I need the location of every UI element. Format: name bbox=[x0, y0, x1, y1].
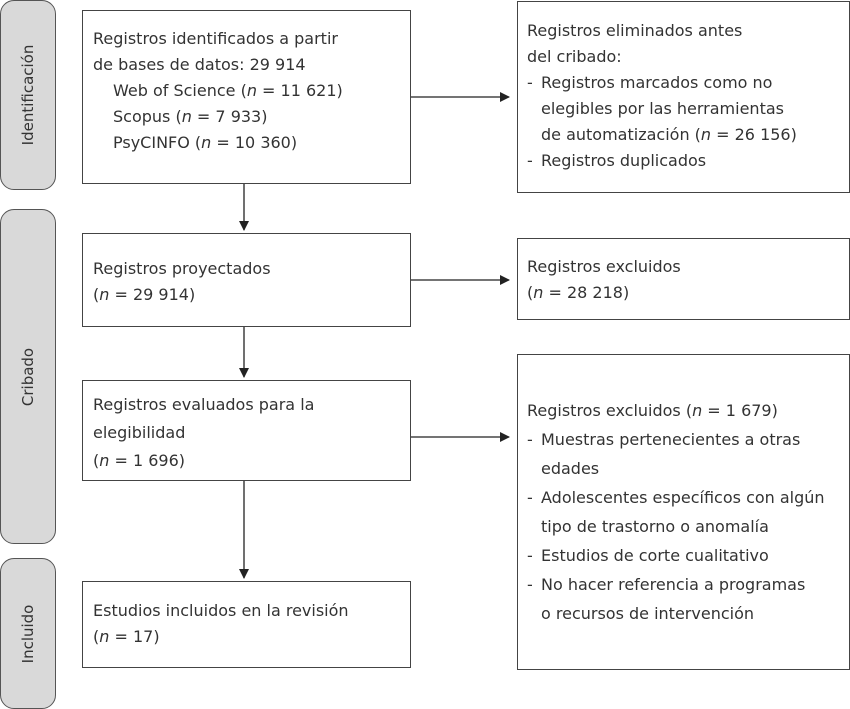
screened-title: Registros proyectados bbox=[93, 259, 271, 278]
excluded-elig-item-no-programs: - No hacer referencia a programas bbox=[527, 570, 849, 599]
excluded-elig-item-no-programs-line2: o recursos de intervención bbox=[541, 604, 754, 623]
included-title: Estudios incluidos en la revisión bbox=[93, 601, 349, 620]
removed-item-automation-line3: de automatización (n = 26 156) bbox=[541, 125, 797, 144]
eligibility-line2: elegibilidad bbox=[93, 423, 186, 442]
eligibility-n: (n = 1 696) bbox=[93, 451, 186, 470]
removed-title1: Registros eliminados antes bbox=[527, 21, 743, 40]
phase-screening-label: Cribado bbox=[19, 347, 37, 406]
excluded-elig-item-disorder: - Adolescentes específicos con algún bbox=[527, 483, 849, 512]
identified-line1: Registros identificados a partir bbox=[93, 29, 338, 48]
removed-item-duplicates: - Registros duplicados bbox=[527, 148, 849, 174]
screened-n: (n = 29 914) bbox=[93, 285, 196, 304]
excluded-screen-title: Registros excluidos bbox=[527, 257, 681, 276]
excluded-elig-item-ages-line2: edades bbox=[541, 459, 600, 478]
phase-included-label: Incluido bbox=[19, 604, 37, 663]
eligibility-line1: Registros evaluados para la bbox=[93, 395, 315, 414]
excluded-screen-n: (n = 28 218) bbox=[527, 283, 630, 302]
excluded-elig-item-ages: - Muestras pertenecientes a otras bbox=[527, 425, 849, 454]
removed-item-automation-line2: elegibles por las herramientas bbox=[541, 99, 784, 118]
phase-identification-label: Identificación bbox=[19, 44, 37, 146]
excluded-elig-title: Registros excluidos (n = 1 679) bbox=[527, 401, 778, 420]
source-scopus: Scopus (n = 7 933) bbox=[113, 107, 268, 126]
removed-title2: del cribado: bbox=[527, 47, 622, 66]
identified-line2: de bases de datos: 29 914 bbox=[93, 55, 306, 74]
source-psycinfo: PsyCINFO (n = 10 360) bbox=[113, 133, 298, 152]
removed-item-automation: - Registros marcados como no bbox=[527, 70, 849, 96]
included-n: (n = 17) bbox=[93, 627, 160, 646]
source-wos: Web of Science (n = 11 621) bbox=[113, 81, 343, 100]
excluded-elig-item-qualitative: - Estudios de corte cualitativo bbox=[527, 541, 849, 570]
excluded-elig-item-disorder-line2: tipo de trastorno o anomalía bbox=[541, 517, 769, 536]
